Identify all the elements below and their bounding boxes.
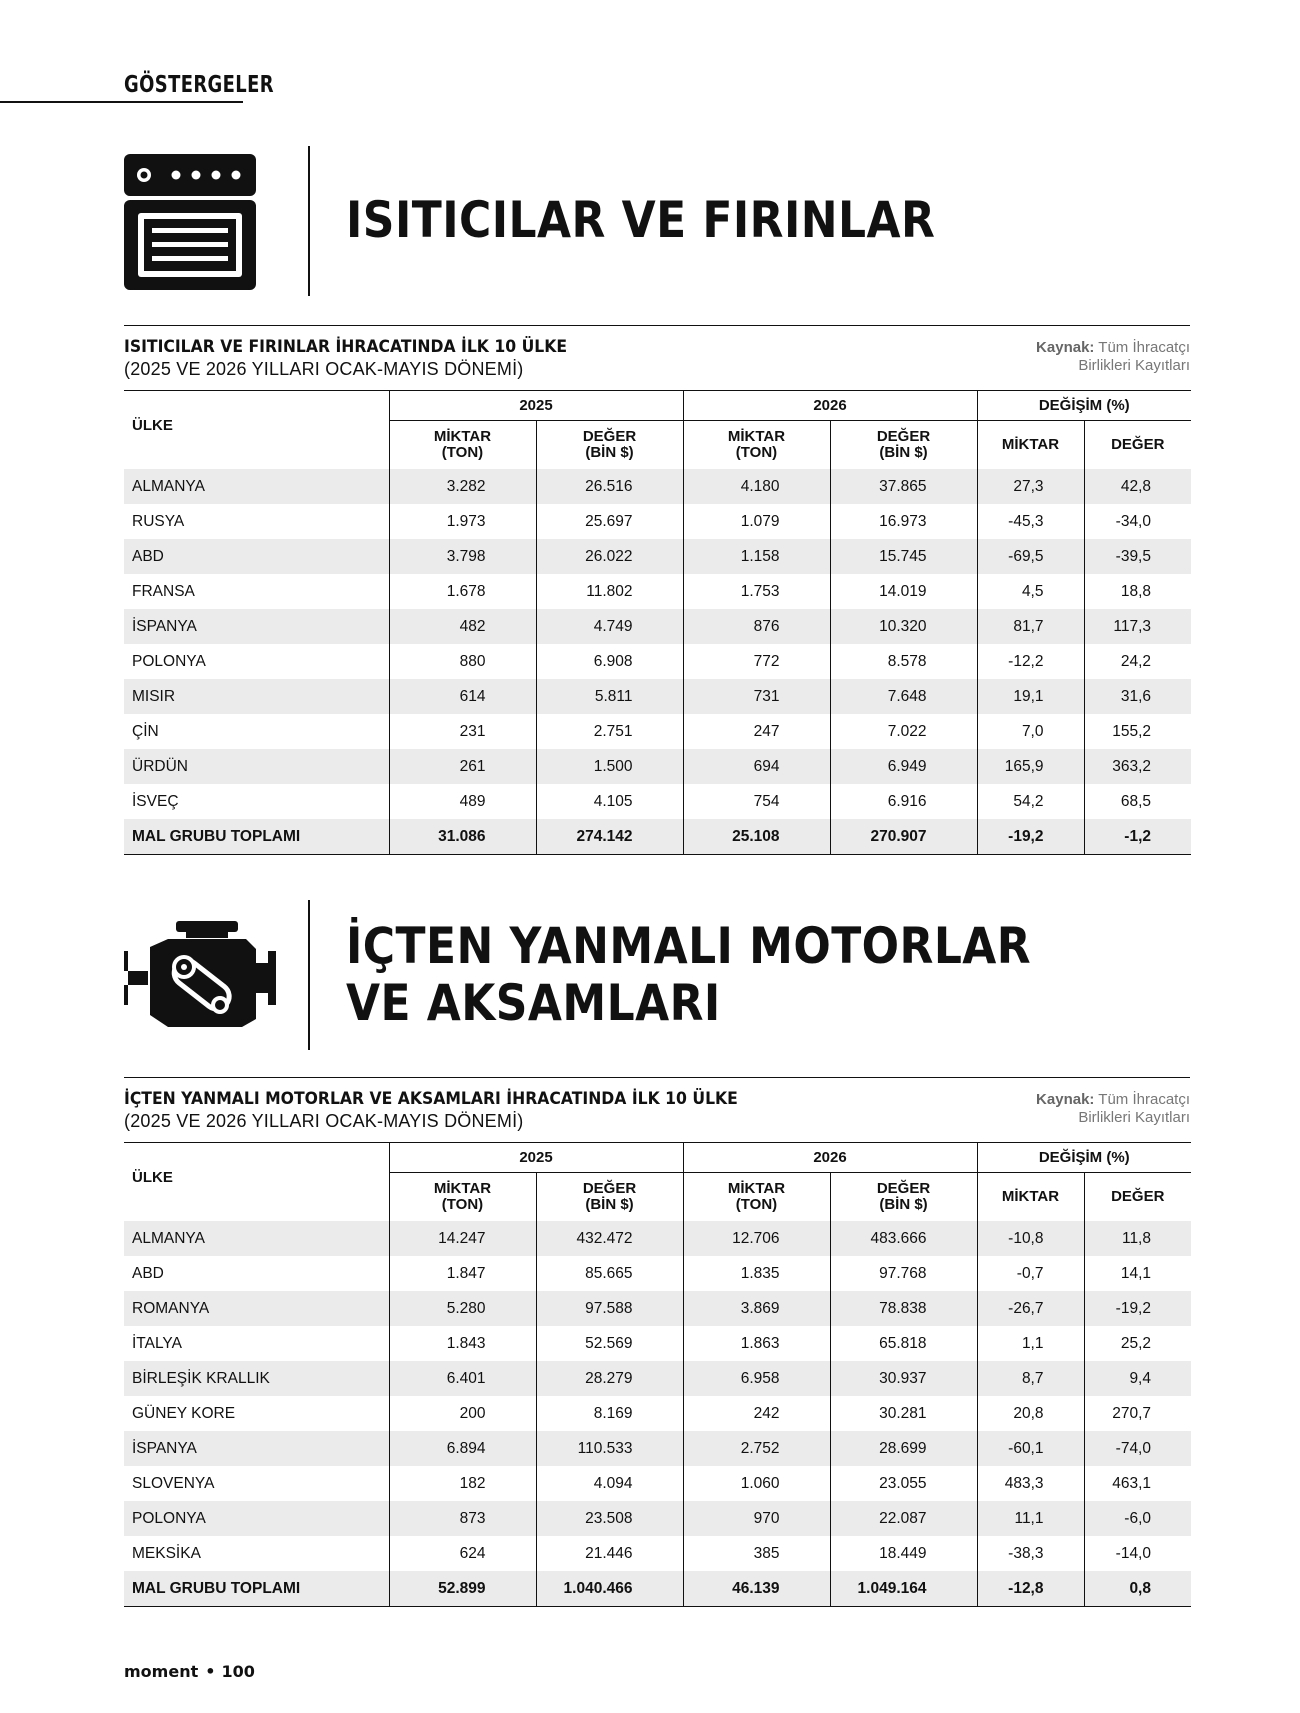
cell-qty-2026: 385 [683, 1536, 830, 1571]
cell-val-2025: 11.802 [536, 574, 683, 609]
table-2 [124, 1142, 1191, 1607]
table-1-source [1036, 339, 1190, 375]
page-footer [124, 1662, 255, 1681]
cell-qty-2025: 182 [389, 1466, 536, 1501]
section-1-divider [308, 146, 310, 296]
cell-country: RUSYA [132, 512, 185, 530]
page-number: 100 [221, 1662, 255, 1681]
cell-val-2026: 7.648 [830, 679, 977, 714]
col-change: DEĞİŞİM (%) [977, 1143, 1191, 1173]
table-row [124, 1431, 1191, 1466]
cell-country: İTALYA [132, 1334, 182, 1352]
cell-country: İSVEÇ [132, 792, 179, 810]
cell-qty-2026: 1.863 [683, 1326, 830, 1361]
cell-val-2026: 22.087 [830, 1501, 977, 1536]
cell-val-2025: 4.749 [536, 609, 683, 644]
cell-country: ÇİN [132, 722, 159, 740]
cell-change-val: 9,4 [1084, 1361, 1191, 1396]
cell-val-2026: 1.049.164 [830, 1571, 977, 1607]
col-val-2026: DEĞER (BİN $) [830, 421, 977, 470]
cell-qty-2026: 970 [683, 1501, 830, 1536]
cell-val-2025: 5.811 [536, 679, 683, 714]
cell-change-qty: 11,1 [977, 1501, 1084, 1536]
cell-val-2025: 26.022 [536, 539, 683, 574]
cell-change-val: 155,2 [1084, 714, 1191, 749]
cell-val-2026: 65.818 [830, 1326, 977, 1361]
source-text-1: Tüm İhracatçı [1094, 339, 1190, 356]
table-1 [124, 390, 1191, 855]
cell-qty-2025: 3.798 [389, 539, 536, 574]
cell-country: MEKSİKA [132, 1544, 201, 1562]
section-2-title [346, 918, 1031, 1032]
section-1-title: ISITICILAR VE FIRINLAR [346, 191, 936, 249]
cell-change-qty: 20,8 [977, 1396, 1084, 1431]
cell-country: ÜRDÜN [124, 749, 389, 784]
cell-val-2025: 274.142 [536, 819, 683, 855]
cell-qty-2025: 31.086 [389, 819, 536, 855]
cell-qty-2026: 1.158 [683, 539, 830, 574]
col-year-2025: 2025 [389, 1143, 683, 1173]
col-val-2025: DEĞER (BİN $) [536, 1173, 683, 1222]
section-kicker: GÖSTERGELER [124, 72, 274, 98]
cell-change-qty: 7,0 [977, 714, 1084, 749]
cell-qty-2025: 52.899 [389, 1571, 536, 1607]
source-label: Kaynak: [1036, 1091, 1095, 1108]
cell-change-val: -34,0 [1084, 504, 1191, 539]
cell-val-2025: 4.094 [536, 1466, 683, 1501]
cell-change-qty: 1,1 [977, 1326, 1084, 1361]
cell-change-val: -14,0 [1084, 1536, 1191, 1571]
cell-change-qty: -26,7 [977, 1291, 1084, 1326]
cell-val-2026: 16.973 [830, 504, 977, 539]
cell-qty-2025: 482 [389, 609, 536, 644]
cell-val-2026: 270.907 [830, 819, 977, 855]
cell-val-2025: 1.500 [536, 749, 683, 784]
table-row [124, 574, 1191, 609]
table-row [124, 749, 1191, 784]
col-qty-2026: MİKTAR (TON) [683, 1173, 830, 1222]
table-1-body [124, 469, 1191, 855]
col-country: ÜLKE [124, 391, 389, 470]
cell-country: FRANSA [132, 582, 195, 600]
cell-val-2025: 21.446 [536, 1536, 683, 1571]
cell-qty-2025: 880 [389, 644, 536, 679]
cell-val-2026: 97.768 [830, 1256, 977, 1291]
cell-qty-2025: 489 [389, 784, 536, 819]
cell-val-2025: 6.908 [536, 644, 683, 679]
cell-val-2026: 30.937 [830, 1361, 977, 1396]
cell-qty-2025: 6.401 [389, 1361, 536, 1396]
cell-country: GÜNEY KORE [132, 1404, 236, 1422]
cell-qty-2025: 200 [389, 1396, 536, 1431]
cell-val-2026: 8.578 [830, 644, 977, 679]
cell-val-2026: 78.838 [830, 1291, 977, 1326]
cell-country: ALMANYA [124, 1221, 389, 1256]
cell-country: ABD [124, 539, 389, 574]
cell-val-2025: 432.472 [536, 1221, 683, 1256]
cell-change-val: -1,2 [1084, 819, 1191, 855]
cell-country: SLOVENYA [132, 1474, 215, 1492]
col-qty-2026: MİKTAR (TON) [683, 421, 830, 470]
cell-qty-2025: 873 [389, 1501, 536, 1536]
cell-val-2026: 30.281 [830, 1396, 977, 1431]
cell-qty-2025: 3.282 [389, 469, 536, 504]
cell-val-2025: 8.169 [536, 1396, 683, 1431]
table-row [124, 1536, 1191, 1571]
cell-country: MAL GRUBU TOPLAMI [124, 1571, 389, 1607]
table-row [124, 504, 1191, 539]
cell-qty-2025: 624 [389, 1536, 536, 1571]
table-2-block [124, 1077, 1190, 1607]
table-row [124, 679, 1191, 714]
cell-val-2026: 28.699 [830, 1431, 977, 1466]
cell-val-2025: 2.751 [536, 714, 683, 749]
cell-country: İSPANYA [124, 1431, 389, 1466]
section-2-title-line2: VE AKSAMLARI [346, 974, 721, 1032]
table-2-source [1036, 1091, 1190, 1127]
cell-change-val: 18,8 [1084, 574, 1191, 609]
table-row [124, 644, 1191, 679]
cell-val-2025: 4.105 [536, 784, 683, 819]
cell-country: İSPANYA [124, 609, 389, 644]
section-2-title-line1: İÇTEN YANMALI MOTORLAR [346, 917, 1032, 975]
cell-change-val: 117,3 [1084, 609, 1191, 644]
cell-qty-2026: 1.079 [683, 504, 830, 539]
cell-change-qty: -60,1 [977, 1431, 1084, 1466]
cell-change-val: 24,2 [1084, 644, 1191, 679]
table-total-row [124, 819, 1191, 855]
col-change-qty: MİKTAR [977, 1173, 1084, 1222]
cell-qty-2026: 4.180 [683, 469, 830, 504]
cell-change-qty: 19,1 [977, 679, 1084, 714]
cell-val-2026: 14.019 [830, 574, 977, 609]
cell-qty-2025: 5.280 [389, 1291, 536, 1326]
cell-change-val: 25,2 [1084, 1326, 1191, 1361]
cell-change-val: 0,8 [1084, 1571, 1191, 1607]
cell-val-2025: 85.665 [536, 1256, 683, 1291]
cell-val-2026: 6.916 [830, 784, 977, 819]
cell-val-2025: 28.279 [536, 1361, 683, 1396]
cell-change-val: 31,6 [1084, 679, 1191, 714]
cell-change-val: -19,2 [1084, 1291, 1191, 1326]
cell-qty-2026: 1.753 [683, 574, 830, 609]
cell-change-val: 68,5 [1084, 784, 1191, 819]
cell-country: POLONYA [124, 1501, 389, 1536]
engine-icon [124, 921, 276, 1032]
cell-country: MAL GRUBU TOPLAMI [124, 819, 389, 855]
table-row [124, 1221, 1191, 1256]
col-year-2026: 2026 [683, 391, 977, 421]
col-year-2025: 2025 [389, 391, 683, 421]
cell-change-qty: 27,3 [977, 469, 1084, 504]
cell-val-2025: 97.588 [536, 1291, 683, 1326]
cell-qty-2026: 694 [683, 749, 830, 784]
cell-qty-2026: 6.958 [683, 1361, 830, 1396]
table-row [124, 1396, 1191, 1431]
cell-val-2025: 25.697 [536, 504, 683, 539]
source-text-1: Tüm İhracatçı [1094, 1091, 1190, 1108]
cell-change-qty: -38,3 [977, 1536, 1084, 1571]
cell-change-qty: -19,2 [977, 819, 1084, 855]
col-change: DEĞİŞİM (%) [977, 391, 1191, 421]
col-qty-2025: MİKTAR (TON) [389, 421, 536, 470]
cell-qty-2026: 2.752 [683, 1431, 830, 1466]
cell-qty-2025: 1.843 [389, 1326, 536, 1361]
col-change-val: DEĞER [1084, 1173, 1191, 1222]
cell-qty-2026: 876 [683, 609, 830, 644]
cell-qty-2026: 1.835 [683, 1256, 830, 1291]
table-2-body [124, 1221, 1191, 1607]
cell-country: POLONYA [132, 652, 206, 670]
cell-val-2026: 6.949 [830, 749, 977, 784]
cell-change-qty: -45,3 [977, 504, 1084, 539]
col-year-2026: 2026 [683, 1143, 977, 1173]
cell-val-2026: 483.666 [830, 1221, 977, 1256]
table-1-title: ISITICILAR VE FIRINLAR İHRACATINDA İLK 10 ÜLKE [124, 337, 568, 357]
cell-change-qty: 8,7 [977, 1361, 1084, 1396]
cell-val-2026: 18.449 [830, 1536, 977, 1571]
cell-change-qty: 81,7 [977, 609, 1084, 644]
cell-val-2025: 110.533 [536, 1431, 683, 1466]
cell-change-qty: -12,2 [977, 644, 1084, 679]
cell-change-val: -74,0 [1084, 1431, 1191, 1466]
cell-qty-2025: 1.847 [389, 1256, 536, 1291]
source-label: Kaynak: [1036, 339, 1095, 356]
cell-val-2026: 10.320 [830, 609, 977, 644]
table-2-subtitle: (2025 VE 2026 YILLARI OCAK-MAYIS DÖNEMİ) [124, 1111, 524, 1131]
table-row [124, 1326, 1191, 1361]
oven-icon [124, 154, 256, 295]
cell-change-val: -39,5 [1084, 539, 1191, 574]
table-row [124, 1291, 1191, 1326]
col-country: ÜLKE [124, 1143, 389, 1222]
cell-change-val: 11,8 [1084, 1221, 1191, 1256]
cell-change-val: 363,2 [1084, 749, 1191, 784]
cell-val-2025: 26.516 [536, 469, 683, 504]
col-qty-2025: MİKTAR (TON) [389, 1173, 536, 1222]
table-2-title: İÇTEN YANMALI MOTORLAR VE AKSAMLARI İHRACATINDA İLK 10 ÜLKE [124, 1089, 738, 1109]
table-row [124, 609, 1191, 644]
table-total-row [124, 1571, 1191, 1607]
cell-country: BİRLEŞİK KRALLIK [124, 1361, 389, 1396]
cell-qty-2026: 731 [683, 679, 830, 714]
footer-separator: • [205, 1662, 216, 1681]
cell-change-val: 270,7 [1084, 1396, 1191, 1431]
cell-val-2025: 23.508 [536, 1501, 683, 1536]
table-row [124, 1501, 1191, 1536]
cell-qty-2026: 46.139 [683, 1571, 830, 1607]
cell-qty-2025: 261 [389, 749, 536, 784]
cell-qty-2025: 6.894 [389, 1431, 536, 1466]
table-row [124, 539, 1191, 574]
cell-qty-2025: 1.678 [389, 574, 536, 609]
source-text-2: Birlikleri Kayıtları [1078, 1109, 1190, 1126]
table-row [124, 1466, 1191, 1501]
cell-qty-2026: 247 [683, 714, 830, 749]
table-row [124, 1361, 1191, 1396]
cell-qty-2026: 1.060 [683, 1466, 830, 1501]
col-change-qty: MİKTAR [977, 421, 1084, 470]
cell-country: ABD [132, 1264, 164, 1282]
table-row [124, 784, 1191, 819]
cell-country: ROMANYA [124, 1291, 389, 1326]
cell-val-2026: 7.022 [830, 714, 977, 749]
table-row [124, 1256, 1191, 1291]
kicker-underline [0, 101, 243, 103]
col-val-2026: DEĞER (BİN $) [830, 1173, 977, 1222]
cell-qty-2025: 14.247 [389, 1221, 536, 1256]
cell-qty-2026: 772 [683, 644, 830, 679]
cell-change-qty: 4,5 [977, 574, 1084, 609]
cell-change-val: 42,8 [1084, 469, 1191, 504]
source-text-2: Birlikleri Kayıtları [1078, 357, 1190, 374]
cell-qty-2026: 3.869 [683, 1291, 830, 1326]
col-change-val: DEĞER [1084, 421, 1191, 470]
table-1-subtitle: (2025 VE 2026 YILLARI OCAK-MAYIS DÖNEMİ) [124, 359, 524, 379]
cell-change-qty: 483,3 [977, 1466, 1084, 1501]
cell-change-qty: -0,7 [977, 1256, 1084, 1291]
cell-qty-2025: 1.973 [389, 504, 536, 539]
cell-val-2026: 15.745 [830, 539, 977, 574]
table-row [124, 714, 1191, 749]
cell-change-qty: 54,2 [977, 784, 1084, 819]
section-2-divider [308, 900, 310, 1050]
cell-val-2026: 37.865 [830, 469, 977, 504]
cell-qty-2026: 754 [683, 784, 830, 819]
cell-change-val: -6,0 [1084, 1501, 1191, 1536]
cell-val-2025: 52.569 [536, 1326, 683, 1361]
cell-change-qty: -12,8 [977, 1571, 1084, 1607]
col-val-2025: DEĞER (BİN $) [536, 421, 683, 470]
table-row [124, 469, 1191, 504]
cell-qty-2026: 242 [683, 1396, 830, 1431]
cell-val-2025: 1.040.466 [536, 1571, 683, 1607]
cell-qty-2026: 12.706 [683, 1221, 830, 1256]
cell-qty-2026: 25.108 [683, 819, 830, 855]
cell-country: MISIR [124, 679, 389, 714]
cell-change-qty: -10,8 [977, 1221, 1084, 1256]
cell-change-qty: -69,5 [977, 539, 1084, 574]
cell-qty-2025: 231 [389, 714, 536, 749]
cell-change-qty: 165,9 [977, 749, 1084, 784]
cell-qty-2025: 614 [389, 679, 536, 714]
cell-val-2026: 23.055 [830, 1466, 977, 1501]
cell-change-val: 14,1 [1084, 1256, 1191, 1291]
cell-change-val: 463,1 [1084, 1466, 1191, 1501]
cell-country: ALMANYA [124, 469, 389, 504]
table-1-block [124, 325, 1190, 855]
brand-logo: moment [124, 1662, 199, 1681]
